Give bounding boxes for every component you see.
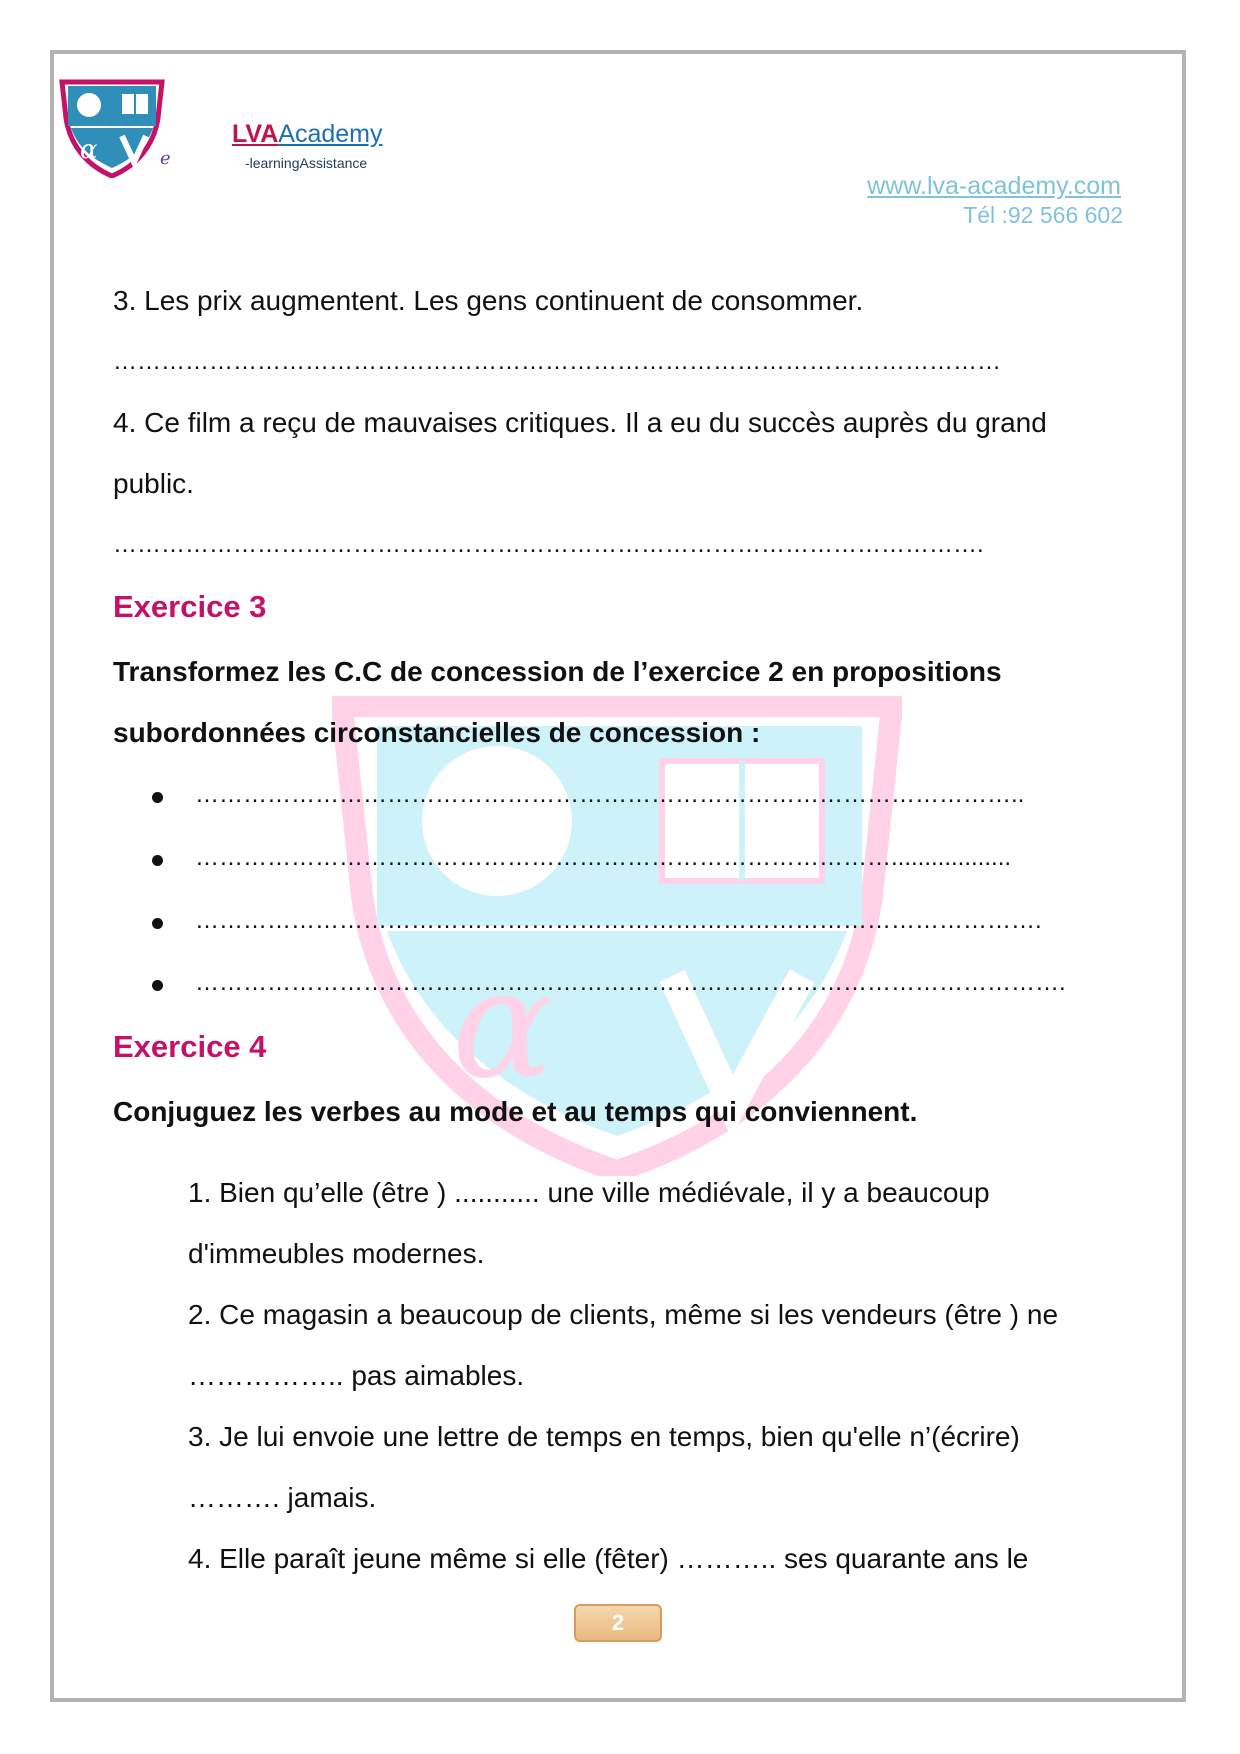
bullet [152, 918, 163, 929]
lva-shield-logo-icon [58, 78, 166, 178]
exercise3-instruction-line2: subordonnées circonstancielles de concession : [113, 717, 761, 748]
exercise3-answer-blank-2[interactable]: …………………………………………………………………………….................. [195, 844, 1012, 871]
brand-lva: LVA [232, 120, 279, 148]
exercise4-line-4: …………….. pas aimables. [188, 1360, 525, 1391]
exercise4-line-7: 4. Elle paraît jeune même si elle (fêter) ……….. ses quarante ans le [188, 1543, 1029, 1574]
bullet [152, 855, 163, 866]
page-number-badge: 2 [574, 1604, 662, 1642]
exercise4-line-3: 2. Ce magasin a beaucoup de clients, même si les vendeurs (être ) ne [188, 1299, 1059, 1330]
exercise4-title: Exercice 4 [113, 1029, 267, 1064]
exercise2-item3: 3. Les prix augmentent. Les gens continuent de consommer. [113, 285, 864, 316]
exercise2-item3-answer-blank[interactable]: ………………………………………………………………………………………………… [113, 348, 1001, 375]
logo-letter: e [160, 148, 171, 169]
exercise2-item4-line2: public. [113, 468, 194, 499]
exercise3-title: Exercice 3 [113, 589, 267, 624]
exercise3-answer-blank-3[interactable]: ……………………………………………………………………………………………. [195, 907, 1042, 934]
bullet [152, 792, 163, 803]
brand-name[interactable] [232, 120, 383, 149]
exercise3-answer-blank-4[interactable]: ………………………………………………………………………………………………. [195, 969, 1066, 996]
exercise4-instruction: Conjuguez les verbes au mode et au temps qui conviennent. [113, 1096, 918, 1127]
brand-academy: Academy [278, 120, 383, 148]
exercise3-answer-blank-1[interactable]: ………………………………………………………………………………………….. [195, 781, 1025, 808]
website-link[interactable]: www.lva-academy.com [867, 172, 1121, 200]
phone-number: Tél :92 566 602 [963, 202, 1123, 228]
exercise4-line-6: ………. jamais. [188, 1482, 377, 1513]
bullet [152, 980, 163, 991]
exercise2-item4-answer-blank[interactable]: ………………………………………………………………………………………………. [113, 531, 984, 558]
svg-text:α: α [452, 938, 554, 1112]
exercise4-line-2: d'immeubles modernes. [188, 1238, 485, 1269]
brand-tagline: -learningAssistance [245, 155, 368, 171]
exercise4-line-1: 1. Bien qu’elle (être ) ........... une ville médiévale, il y a beaucoup [188, 1177, 990, 1208]
exercise3-instruction-line1: Transformez les C.C de concession de l’exercice 2 en propositions [113, 656, 1002, 687]
exercise2-item4-line1: 4. Ce film a reçu de mauvaises critiques. Il a eu du succès auprès du grand [113, 407, 1047, 438]
svg-text:α: α [80, 135, 98, 165]
exercise4-line-5: 3. Je lui envoie une lettre de temps en temps, bien qu'elle n’(écrire) [188, 1421, 1020, 1452]
